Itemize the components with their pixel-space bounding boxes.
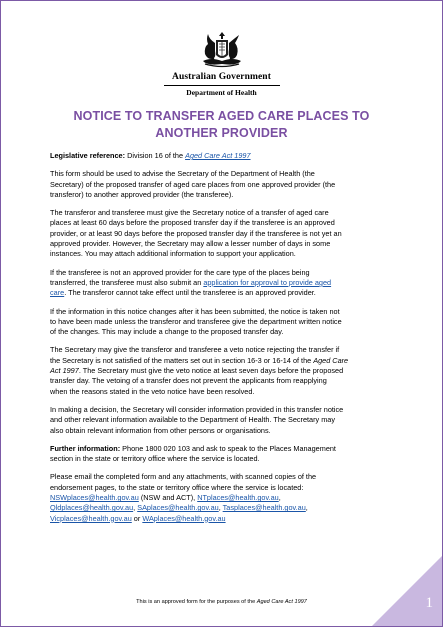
- text-line: approved provider. However, the Secretary may allow a lesser number of days in some: [50, 239, 331, 249]
- paragraph-veto: [50, 345, 402, 396]
- paragraph-further-info: [50, 444, 402, 465]
- approval-application-link[interactable]: care: [50, 288, 65, 298]
- act-reference: Act 1997: [50, 366, 79, 376]
- text-line: In making a decision, the Secretary will consider information provided in this transfer notice: [50, 404, 344, 414]
- text-line: of the changes. This may include a change to the proposed transfer day.: [50, 327, 284, 337]
- form-title-line: NOTICE TO TRANSFER AGED CARE PLACES TO: [73, 109, 370, 123]
- paragraph-notice-timing: [50, 208, 402, 259]
- text-line: The Secretary may give the transferor and transferee a veto notice rejecting the transfer if: [50, 345, 340, 355]
- text-line: [50, 366, 402, 376]
- legislative-text: Division 16 of the: [125, 151, 186, 160]
- text-segment: or: [131, 513, 143, 523]
- text-line: If the information in this notice changes after it has been submitted, the notice is taken not: [50, 306, 340, 316]
- page-number: 1: [425, 595, 433, 611]
- text-line: transferor) to another approved provider (the transferee).: [50, 189, 234, 199]
- text-segment: the Secretary is not satisfied of the matters set out in section 16-3 or 16-14 of the: [50, 355, 314, 365]
- department-name: Department of Health: [186, 88, 257, 97]
- text-line: Qldplaces@health.gov.au, SAplaces@health.gov.au, Tasplaces@health.gov.au,: [50, 503, 308, 513]
- text-line: If the transferee is not an approved provider for the care type of the places being: [50, 267, 310, 277]
- text-line: and other relevant information available to the Department of Health. The Secretary may: [50, 415, 336, 425]
- email-link-qld[interactable]: Qldplaces@health.gov.au: [50, 503, 134, 513]
- text-line: instances. You may attach additional information to support your application.: [50, 249, 296, 259]
- text-line: This form should be used to advise the Secretary of the Department of Health (the: [50, 169, 315, 179]
- email-link-tas[interactable]: Tasplaces@health.gov.au: [222, 503, 306, 513]
- text-line: NSWplaces@health.gov.au (NSW and ACT), NTplaces@health.gov.au,: [50, 493, 281, 503]
- text-segment: . The transferor cannot take effect until the transferee is an approved provider.: [64, 288, 316, 298]
- email-link-nsw[interactable]: NSWplaces@health.gov.au: [50, 493, 139, 503]
- approval-application-link[interactable]: application for approval to provide aged: [203, 277, 332, 287]
- text-line: places at least 60 days before the proposed transfer day if the transferee is an approved: [50, 218, 335, 228]
- text-segment: . The Secretary must give the veto notice at least seven days before the proposed: [78, 366, 344, 376]
- legislative-label: Legislative reference:: [50, 151, 126, 160]
- paragraph-email: [50, 472, 402, 523]
- text-line: [50, 278, 402, 288]
- footer-act: Aged Care Act 1997: [256, 599, 307, 605]
- form-title: [41, 108, 402, 142]
- paragraph-purpose: [50, 169, 402, 200]
- text-line: [50, 288, 402, 298]
- text-line: [50, 356, 402, 366]
- legislative-reference: [50, 151, 402, 161]
- email-link-vic[interactable]: Vicplaces@health.gov.au: [50, 513, 132, 523]
- text-line: Please email the completed form and any attachments, with scanned copies of the: [50, 472, 317, 482]
- text-line: also obtain relevant information from other persons or organisations.: [50, 425, 271, 435]
- act-reference: Aged Care: [313, 355, 349, 365]
- text-segment: (NSW and ACT),: [138, 493, 198, 503]
- header-divider: [164, 85, 280, 86]
- form-title-line: ANOTHER PROVIDER: [155, 126, 288, 140]
- text-line: to have been made unless the transferor and transferee give the department written notice: [50, 316, 342, 326]
- form-body: [50, 151, 402, 532]
- email-link-nt[interactable]: NTplaces@health.gov.au: [197, 493, 279, 503]
- text-line: Secretary) of the proposed transfer of aged care places from one approved provider (the: [50, 179, 336, 189]
- agency-name: Australian Government: [172, 72, 271, 82]
- text-line: [50, 444, 402, 454]
- text-line: section in the state or territory office where the service is located.: [50, 454, 260, 464]
- text-line: transfer day. The vetoing of a transfer does not prevent the applicants from reapplying: [50, 376, 327, 386]
- text-line: [50, 514, 402, 524]
- further-info-label: Further information:: [50, 443, 121, 453]
- paragraph-approval: [50, 268, 402, 299]
- text-segment: Phone 1800 020 103 and ask to speak to the Places Management: [120, 443, 336, 453]
- text-line: The transferor and transferee must give the Secretary notice of a transfer of aged care: [50, 208, 329, 218]
- footer-text: This is an approved form for the purposes of the: [136, 599, 257, 605]
- aged-care-act-link[interactable]: Aged Care Act 1997: [185, 151, 251, 160]
- paragraph-changes: [50, 307, 402, 338]
- page-corner-decoration: [372, 556, 442, 626]
- text-line: endorsement pages, to the state or territory office where the service is located:: [50, 482, 304, 492]
- text-line: provider, or at least 90 days before the proposed transfer day if the transferee is not yet an: [50, 228, 342, 238]
- text-segment: transferred, the transferee must also submit an: [50, 277, 204, 287]
- paragraph-decision: [50, 405, 402, 436]
- text-line: when the reasons stated in the veto notice have been resolved.: [50, 386, 255, 396]
- email-link-sa[interactable]: SAplaces@health.gov.au: [137, 503, 219, 513]
- coat-of-arms-icon: [199, 31, 245, 71]
- email-link-wa[interactable]: WAplaces@health.gov.au: [142, 513, 226, 523]
